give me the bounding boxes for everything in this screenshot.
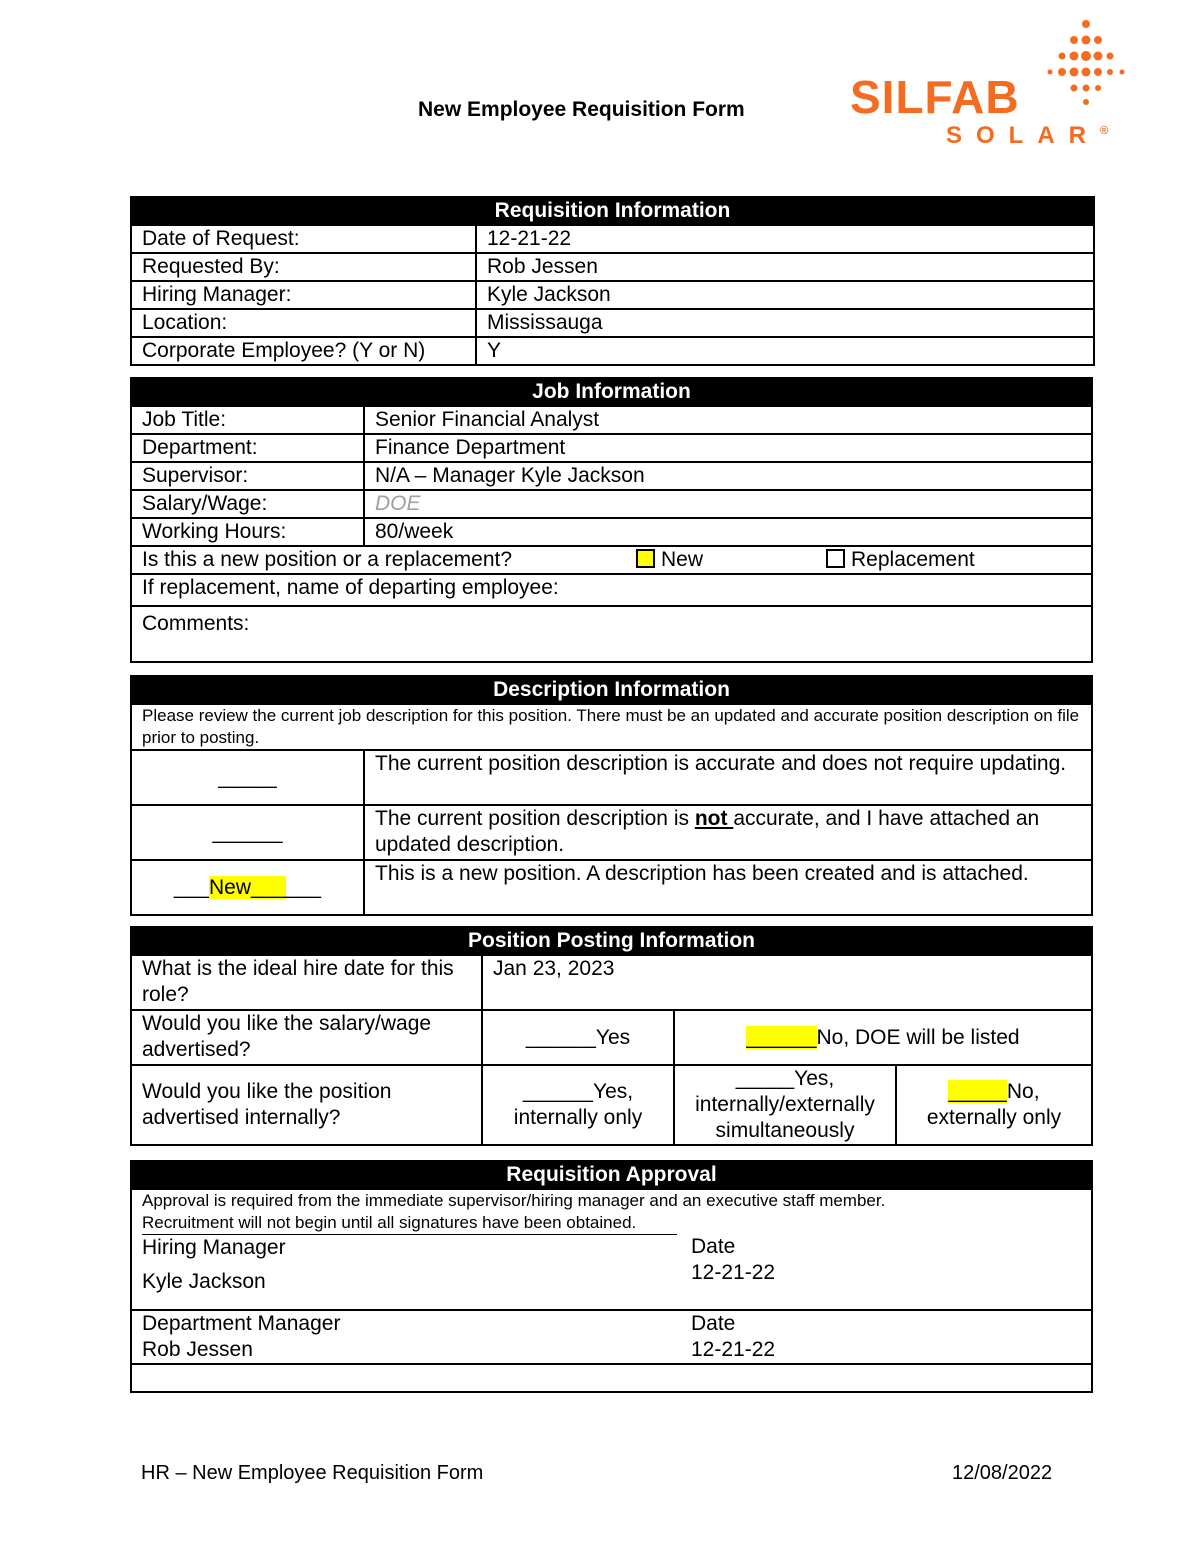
working-hours-value[interactable]: 80/week bbox=[364, 518, 1092, 546]
description-information-table bbox=[130, 675, 1093, 916]
page-title: New Employee Requisition Form bbox=[418, 98, 745, 121]
hire-date-question: What is the ideal hire date for this role? bbox=[131, 955, 482, 1010]
salary-wage-value[interactable]: DOE bbox=[364, 490, 1092, 518]
requested-by-value[interactable]: Rob Jessen bbox=[476, 253, 1094, 281]
position-type-question: Is this a new position or a replacement? bbox=[131, 546, 636, 574]
footer-date: 12/08/2022 bbox=[952, 1462, 1053, 1484]
department-manager-signature[interactable]: Department Manager Rob Jessen bbox=[131, 1310, 681, 1364]
new-option[interactable]: New bbox=[636, 546, 826, 574]
departing-employee-field[interactable]: If replacement, name of departing employee: bbox=[131, 574, 1092, 606]
supervisor-value[interactable]: N/A – Manager Kyle Jackson bbox=[364, 462, 1092, 490]
section-header: Requisition Information bbox=[131, 197, 1094, 225]
hiring-manager-date[interactable]: Date 12-21-22 bbox=[681, 1234, 1092, 1310]
requisition-approval-table bbox=[130, 1160, 1093, 1393]
job-information-table bbox=[130, 377, 1093, 663]
description-option-new: This is a new position. A description has been created and is attached. bbox=[364, 860, 1092, 915]
blank-signature-row[interactable] bbox=[131, 1364, 1092, 1392]
description-intro: Please review the current job description for this position. There must be an updated and accurate position description on file prior to posting. bbox=[131, 704, 1092, 750]
field-label: Hiring Manager: bbox=[131, 281, 476, 309]
salary-yes-option[interactable]: ______Yes bbox=[482, 1010, 674, 1065]
checkbox-new-icon[interactable] bbox=[636, 549, 655, 568]
requisition-information-table bbox=[130, 196, 1095, 366]
section-header: Requisition Approval bbox=[131, 1161, 1092, 1189]
hire-date-value[interactable]: Jan 23, 2023 bbox=[482, 955, 1092, 1010]
hiring-manager-value[interactable]: Kyle Jackson bbox=[476, 281, 1094, 309]
department-value[interactable]: Finance Department bbox=[364, 434, 1092, 462]
internal-external-option[interactable]: _____Yes, internally/externally simultaneously bbox=[674, 1065, 896, 1145]
field-label: Working Hours: bbox=[131, 518, 364, 546]
description-mark-new[interactable]: ___New______ bbox=[131, 860, 364, 915]
field-label: Salary/Wage: bbox=[131, 490, 364, 518]
description-option-accurate: The current position description is accurate and does not require updating. bbox=[364, 750, 1092, 805]
salary-advertised-question: Would you like the salary/wage advertised? bbox=[131, 1010, 482, 1065]
position-posting-table bbox=[130, 926, 1093, 1146]
hiring-manager-name: Kyle Jackson bbox=[142, 1270, 266, 1293]
department-manager-date[interactable]: Date 12-21-22 bbox=[681, 1310, 1092, 1364]
description-mark-accurate[interactable]: _____ bbox=[131, 750, 364, 805]
hiring-manager-signature[interactable]: Hiring Manager Kyle Jackson bbox=[131, 1234, 681, 1310]
salary-no-option[interactable]: ______No, DOE will be listed bbox=[674, 1010, 1092, 1065]
approval-intro: Approval is required from the immediate supervisor/hiring manager and an executive staff member. Recruitment will not begin until all signatures have been obtained. bbox=[131, 1189, 1092, 1234]
footer-title: HR – New Employee Requisition Form bbox=[141, 1462, 484, 1484]
description-option-not-accurate: The current position description is not accurate, and I have attached an updated description. bbox=[364, 805, 1092, 860]
corporate-employee-value[interactable]: Y bbox=[476, 337, 1094, 365]
location-value[interactable]: Mississauga bbox=[476, 309, 1094, 337]
field-label: Corporate Employee? (Y or N) bbox=[131, 337, 476, 365]
checkbox-replacement-icon[interactable] bbox=[826, 549, 845, 568]
field-label: Location: bbox=[131, 309, 476, 337]
department-manager-name: Rob Jessen bbox=[142, 1338, 253, 1361]
field-label: Date of Request: bbox=[131, 225, 476, 253]
replacement-option[interactable]: Replacement bbox=[826, 546, 1092, 574]
internal-only-option[interactable]: ______Yes, internally only bbox=[482, 1065, 674, 1145]
sun-dots-icon bbox=[1046, 18, 1140, 108]
field-label: Requested By: bbox=[131, 253, 476, 281]
field-label: Job Title: bbox=[131, 406, 364, 434]
date-of-request-value[interactable]: 12-21-22 bbox=[476, 225, 1094, 253]
comments-field[interactable]: Comments: bbox=[131, 606, 1092, 662]
job-title-value[interactable]: Senior Financial Analyst bbox=[364, 406, 1092, 434]
section-header: Job Information bbox=[131, 378, 1092, 406]
company-logo bbox=[850, 18, 1140, 158]
field-label: Supervisor: bbox=[131, 462, 364, 490]
section-header: Position Posting Information bbox=[131, 927, 1092, 955]
internal-advertised-question: Would you like the position advertised internally? bbox=[131, 1065, 482, 1145]
external-only-option[interactable]: _____No, externally only bbox=[896, 1065, 1092, 1145]
field-label: Department: bbox=[131, 434, 364, 462]
logo-subtitle: SOLAR® bbox=[946, 122, 1109, 149]
logo-wordmark: SILFAB bbox=[850, 71, 1020, 123]
description-mark-not-accurate[interactable]: ______ bbox=[131, 805, 364, 860]
section-header: Description Information bbox=[131, 676, 1092, 704]
